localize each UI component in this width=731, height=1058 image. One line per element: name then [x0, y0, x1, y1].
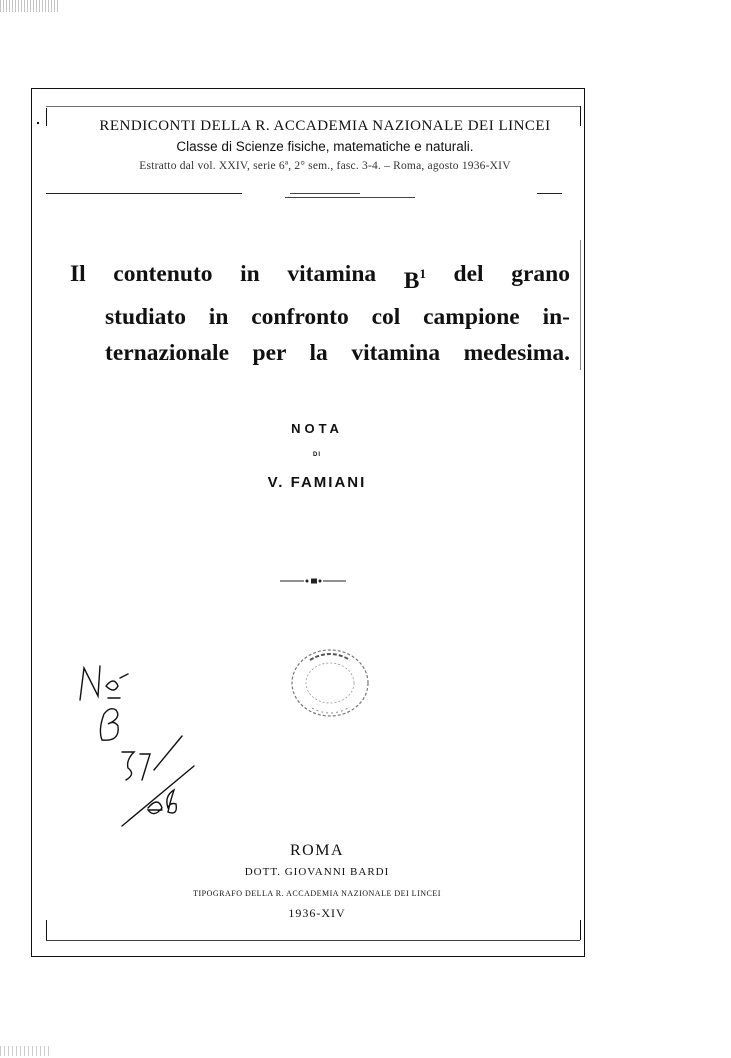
nota-label: NOTA: [291, 421, 343, 436]
title-word: contenuto: [113, 261, 213, 287]
author-name: V. FAMIANI: [267, 474, 367, 491]
di-label: DI: [313, 452, 321, 458]
academy-name: RENDICONTI DELLA R. ACCADEMIA NAZIONALE DEI LINCEI: [99, 118, 551, 134]
title-line-1: [70, 256, 570, 299]
ornament-divider-icon: [280, 577, 346, 585]
title-superscript: 1: [419, 266, 426, 281]
inner-border-bottom: [46, 940, 580, 941]
library-stamp-icon: [288, 646, 372, 720]
header-rule-right: [537, 193, 562, 194]
scan-noise-top: [0, 0, 60, 12]
title-word: del: [453, 261, 484, 287]
extract-reference: Estratto dal vol. XXIV, serie 6ª, 2° sem., fasc. 3-4. – Roma, agosto 1936-XIV: [139, 160, 511, 172]
border-tick-bottom-right: [580, 920, 581, 940]
inner-border-top: [46, 106, 580, 107]
border-tick-mid-right: [580, 240, 581, 370]
border-tick-left: [46, 108, 47, 126]
imprint-printer: TIPOGRAFO DELLA R. ACCADEMIA NAZIONALE DEI LINCEI: [193, 889, 441, 898]
title-word: vitamina: [287, 261, 377, 287]
border-tick-bottom-left: [46, 920, 47, 940]
border-dot: [37, 122, 39, 124]
scan-noise-bottom: [0, 1046, 50, 1056]
header-rule-center-upper: [290, 193, 360, 194]
title-line-3: ternazionale per la vitamina medesima.: [105, 340, 570, 366]
imprint-publisher: DOTT. GIOVANNI BARDI: [244, 866, 390, 878]
header-rule-center: [285, 197, 415, 198]
title-word: Il: [70, 261, 86, 287]
handwritten-shelfmark-icon: [70, 660, 210, 830]
title-word-vitamin: $B^1$: [403, 266, 426, 294]
title-word: in: [240, 261, 260, 287]
header-rule-left: [46, 193, 242, 194]
imprint-city: ROMA: [289, 842, 344, 859]
paper-title: [70, 256, 570, 371]
journal-header: [60, 118, 590, 172]
class-subtitle: Classe di Scienze fisiche, matematiche e naturali.: [176, 139, 474, 154]
title-word: grano: [511, 261, 570, 287]
title-line-2: studiato in confronto col campione in-: [105, 304, 570, 330]
imprint-year: 1936-XIV: [288, 906, 346, 920]
